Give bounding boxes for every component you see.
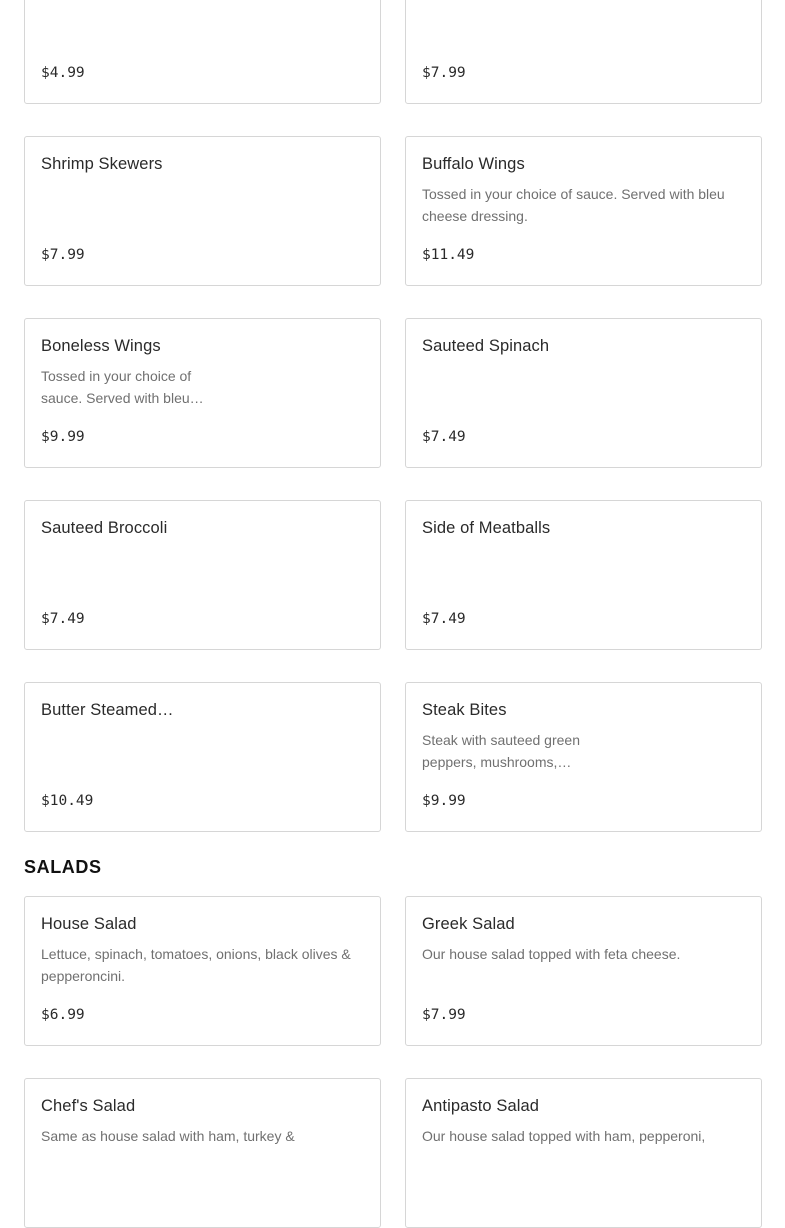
item-name: Boneless Wings [41, 337, 161, 355]
item-price: $6.99 [41, 1007, 85, 1023]
item-name: Butter Steamed… [41, 701, 174, 719]
item-name: Greek Salad [422, 915, 515, 933]
menu-item-card[interactable] [24, 682, 381, 832]
menu-item-card[interactable] [405, 682, 762, 832]
menu-row [24, 1078, 761, 1228]
item-description: Tossed in your choice of sauce. Served with bleu… [41, 368, 204, 406]
item-name: Antipasto Salad [422, 1097, 540, 1115]
menu-row [24, 682, 761, 832]
item-name: Sauteed Broccoli [41, 519, 168, 537]
item-description: Same as house salad with ham, turkey & [41, 1128, 295, 1144]
menu-item-card[interactable] [24, 318, 381, 468]
menu-item-card[interactable] [405, 500, 762, 650]
item-price: $11.49 [422, 247, 475, 263]
item-name: Sauteed Spinach [422, 337, 550, 355]
item-price: $9.99 [41, 429, 85, 445]
item-price: $7.99 [41, 247, 85, 263]
menu-row [24, 0, 761, 104]
menu-item-card[interactable] [405, 0, 762, 104]
menu-row [24, 136, 761, 286]
item-name: Chef's Salad [41, 1097, 136, 1115]
item-price: $7.99 [422, 65, 466, 81]
item-name: Side of Meatballs [422, 519, 551, 537]
menu-item-card[interactable] [24, 0, 381, 104]
item-price: $7.99 [422, 1007, 466, 1023]
menu-row [24, 318, 761, 468]
item-price: $7.49 [422, 611, 466, 627]
menu-item-card[interactable] [405, 1078, 762, 1228]
item-description: Our house salad topped with feta cheese. [422, 946, 681, 962]
menu-item-card[interactable] [405, 318, 762, 468]
item-price: $4.99 [41, 65, 85, 81]
item-description: Lettuce, spinach, tomatoes, onions, black olives & pepperoncini. [41, 946, 351, 984]
item-description: Our house salad topped with ham, pepperoni, [422, 1128, 706, 1144]
section-title-salads: SALADS [24, 857, 102, 877]
menu-item-card[interactable] [24, 1078, 381, 1228]
item-description: Steak with sauteed green peppers, mushrooms,… [422, 732, 580, 770]
menu-item-card[interactable] [24, 896, 381, 1046]
item-name: Steak Bites [422, 701, 507, 719]
item-price: $7.49 [41, 611, 85, 627]
item-price: $10.49 [41, 793, 94, 809]
menu-item-card[interactable] [405, 136, 762, 286]
item-description: Tossed in your choice of sauce. Served with bleu cheese dressing. [422, 186, 725, 224]
item-price: $9.99 [422, 793, 466, 809]
item-name: House Salad [41, 915, 137, 933]
menu-item-card[interactable] [24, 136, 381, 286]
menu-row [24, 500, 761, 650]
item-price: $7.49 [422, 429, 466, 445]
menu-item-card[interactable] [405, 896, 762, 1046]
item-name: Buffalo Wings [422, 155, 525, 173]
menu-row [24, 896, 761, 1046]
item-name: Shrimp Skewers [41, 155, 163, 173]
menu-item-card[interactable] [24, 500, 381, 650]
